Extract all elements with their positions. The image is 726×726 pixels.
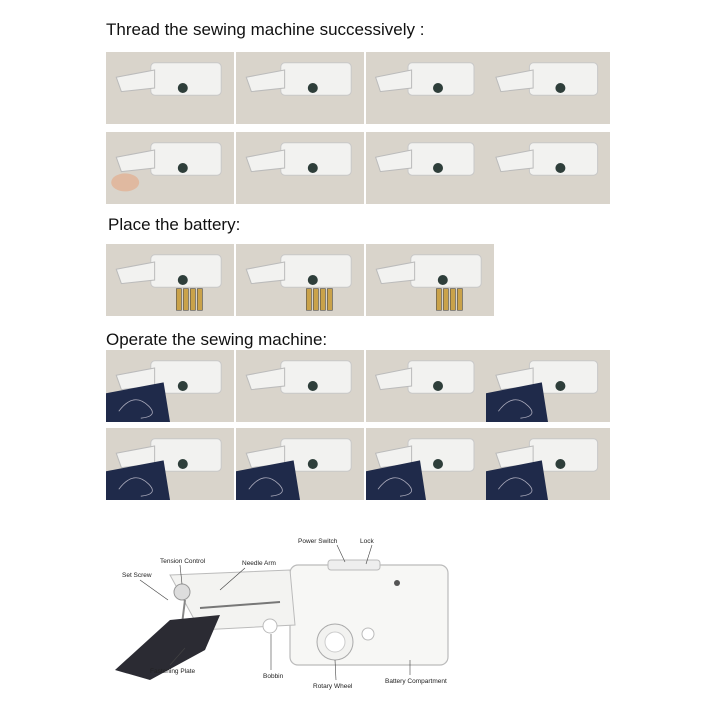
instruction-photo — [236, 244, 364, 316]
instruction-photo — [486, 428, 610, 500]
instruction-photo — [106, 428, 234, 500]
instruction-photo — [486, 350, 610, 422]
instruction-photo — [366, 244, 494, 316]
instruction-photo — [366, 350, 486, 422]
instruction-photo — [486, 132, 610, 204]
fastening-plate-label: Fastening Plate — [150, 668, 196, 675]
power-switch-label: Power Switch — [298, 538, 338, 545]
battery-compartment-label: Battery Compartment — [385, 678, 447, 685]
tension-control-label: Tension Control — [160, 558, 206, 565]
instruction-photo — [106, 132, 234, 204]
lock-label: Lock — [360, 538, 374, 545]
instruction-photo — [236, 428, 364, 500]
battery-heading: Place the battery: — [108, 215, 241, 234]
instruction-photo — [106, 350, 234, 422]
thread-heading: Thread the sewing machine successively : — [106, 20, 425, 39]
instruction-photo — [106, 52, 234, 124]
instruction-photo — [236, 350, 364, 422]
instruction-photo — [236, 52, 364, 124]
instruction-photo — [486, 52, 610, 124]
instruction-photo — [236, 132, 364, 204]
needle-arm-label: Needle Arm — [242, 560, 276, 567]
bobbin-label: Bobbin — [263, 673, 284, 680]
instruction-photo — [366, 428, 486, 500]
rotary-wheel-label: Rotary Wheel — [313, 683, 353, 690]
instruction-photo — [366, 52, 486, 124]
labeled-diagram — [110, 530, 610, 720]
operate-heading: Operate the sewing machine: — [106, 330, 328, 349]
instruction-photo — [366, 132, 486, 204]
set-screw-label: Set Screw — [122, 572, 152, 579]
instruction-photo — [106, 244, 234, 316]
